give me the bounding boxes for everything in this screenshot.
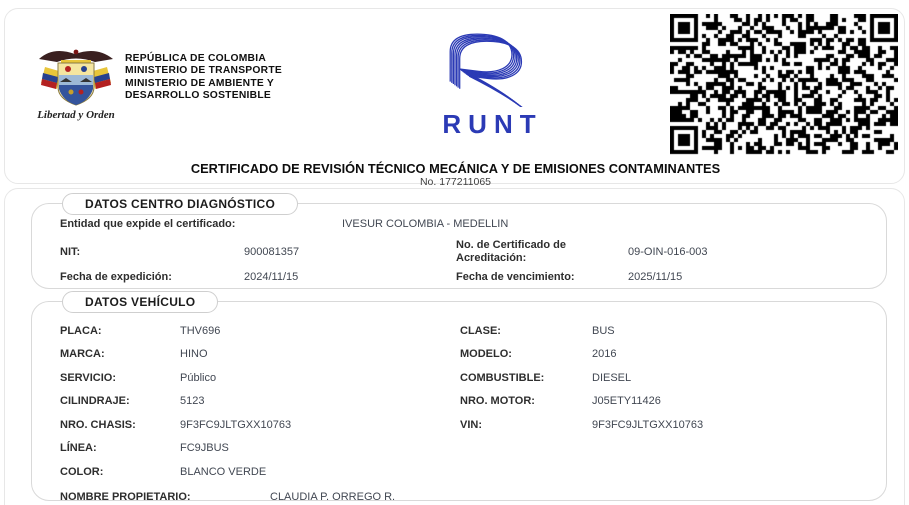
field-combustible — [460, 366, 886, 390]
field-label: MODELO: — [460, 348, 512, 361]
section-title-diagnostic-center: DATOS CENTRO DIAGNÓSTICO — [62, 193, 298, 215]
field-label: SERVICIO: — [60, 371, 117, 384]
issue-date-value: 2024/11/15 — [244, 271, 299, 284]
issue-date-label: Fecha de expedición: — [60, 271, 172, 284]
expiry-date-value: 2025/11/15 — [628, 271, 683, 284]
ministry-text — [125, 53, 282, 102]
accreditation-label: No. de Certificado de Acreditación: — [456, 239, 567, 264]
field-value: FC9JBUS — [180, 442, 229, 455]
runt-r-icon — [429, 31, 549, 107]
qr-code — [670, 14, 898, 156]
owner-value: CLAUDIA P. ORREGO R. — [270, 490, 396, 503]
field-nit — [60, 246, 456, 258]
field-label: NRO. CHASIS: — [60, 418, 136, 431]
field-owner — [60, 491, 886, 503]
header-card — [4, 8, 905, 188]
ministry-line: MINISTERIO DE TRANSPORTE — [125, 65, 283, 77]
nit-label: NIT: — [60, 245, 81, 258]
field-entity — [60, 218, 886, 230]
section-title-vehicle: DATOS VEHÍCULO — [62, 291, 218, 313]
field-value: BUS — [592, 324, 615, 337]
vehicle-left-column — [60, 319, 460, 484]
field-value: THV696 — [180, 324, 221, 337]
field-clase — [460, 319, 886, 343]
field-value: Público — [180, 371, 217, 384]
field-label: COMBUSTIBLE: — [460, 371, 545, 384]
field-label: VIN: — [460, 418, 482, 431]
certificate-title: CERTIFICADO DE REVISIÓN TÉCNICO MECÁNICA Y DE EMISIONES CONTAMINANTES — [190, 161, 721, 176]
entity-label: Entidad que expide el certificado: — [60, 218, 236, 230]
colombia-coat-of-arms-icon — [35, 45, 117, 109]
body-card — [4, 188, 905, 505]
field-issue-date — [60, 271, 456, 283]
expiry-date-label: Fecha de vencimiento: — [456, 271, 575, 283]
section-diagnostic-center — [31, 197, 887, 289]
field-color — [60, 460, 460, 484]
vehicle-columns — [32, 302, 886, 484]
vehicle-right-column — [460, 319, 886, 484]
field-label: NRO. MOTOR: — [460, 395, 535, 408]
field-expiry-date — [456, 271, 682, 284]
ministry-line: DESARROLLO SOSTENIBLE — [125, 89, 271, 101]
field-row — [60, 271, 886, 284]
entity-value: IVESUR COLOMBIA - MEDELLIN — [342, 218, 509, 230]
field-label: PLACA: — [60, 324, 102, 337]
runt-logo — [421, 31, 557, 140]
field-row — [60, 239, 886, 264]
field-servicio — [60, 366, 460, 390]
field-value: HINO — [180, 348, 208, 361]
runt-wordmark: RUNT — [442, 109, 543, 139]
field-placa — [60, 319, 460, 343]
ministry-line: MINISTERIO DE AMBIENTE Y — [125, 77, 275, 89]
certificate-number: No. 177211065 — [419, 176, 492, 188]
field-value: BLANCO VERDE — [180, 465, 267, 478]
field-label: CILINDRAJE: — [60, 395, 130, 408]
field-nro-chasis — [60, 413, 460, 437]
field-value: 9F3FC9JLTGXX10763 — [592, 418, 704, 431]
ministry-line: REPÚBLICA DE COLOMBIA — [125, 53, 267, 64]
owner-label: NOMBRE PROPIETARIO: — [60, 490, 191, 503]
field-label: LÍNEA: — [60, 442, 97, 455]
field-value: DIESEL — [592, 371, 632, 384]
field-cilindraje — [60, 390, 460, 414]
field-vin — [460, 413, 886, 437]
field-label: CLASE: — [460, 324, 501, 337]
field-accreditation — [456, 239, 708, 264]
field-marca — [60, 343, 460, 367]
field-value: 9F3FC9JLTGXX10763 — [180, 418, 292, 431]
section-vehicle — [31, 295, 887, 503]
field-value: 5123 — [180, 395, 205, 408]
field-label: COLOR: — [60, 465, 104, 478]
accreditation-value: 09-OIN-016-003 — [628, 245, 708, 258]
field-label: MARCA: — [60, 348, 105, 361]
field-modelo — [460, 343, 886, 367]
nit-value: 900081357 — [244, 245, 300, 258]
field-value: J05ETY11426 — [592, 395, 661, 408]
field-value: 2016 — [592, 348, 617, 361]
field-nro-motor — [460, 390, 886, 414]
field-linea — [60, 437, 460, 461]
emblem-caption: Libertad y Orden — [37, 109, 115, 121]
